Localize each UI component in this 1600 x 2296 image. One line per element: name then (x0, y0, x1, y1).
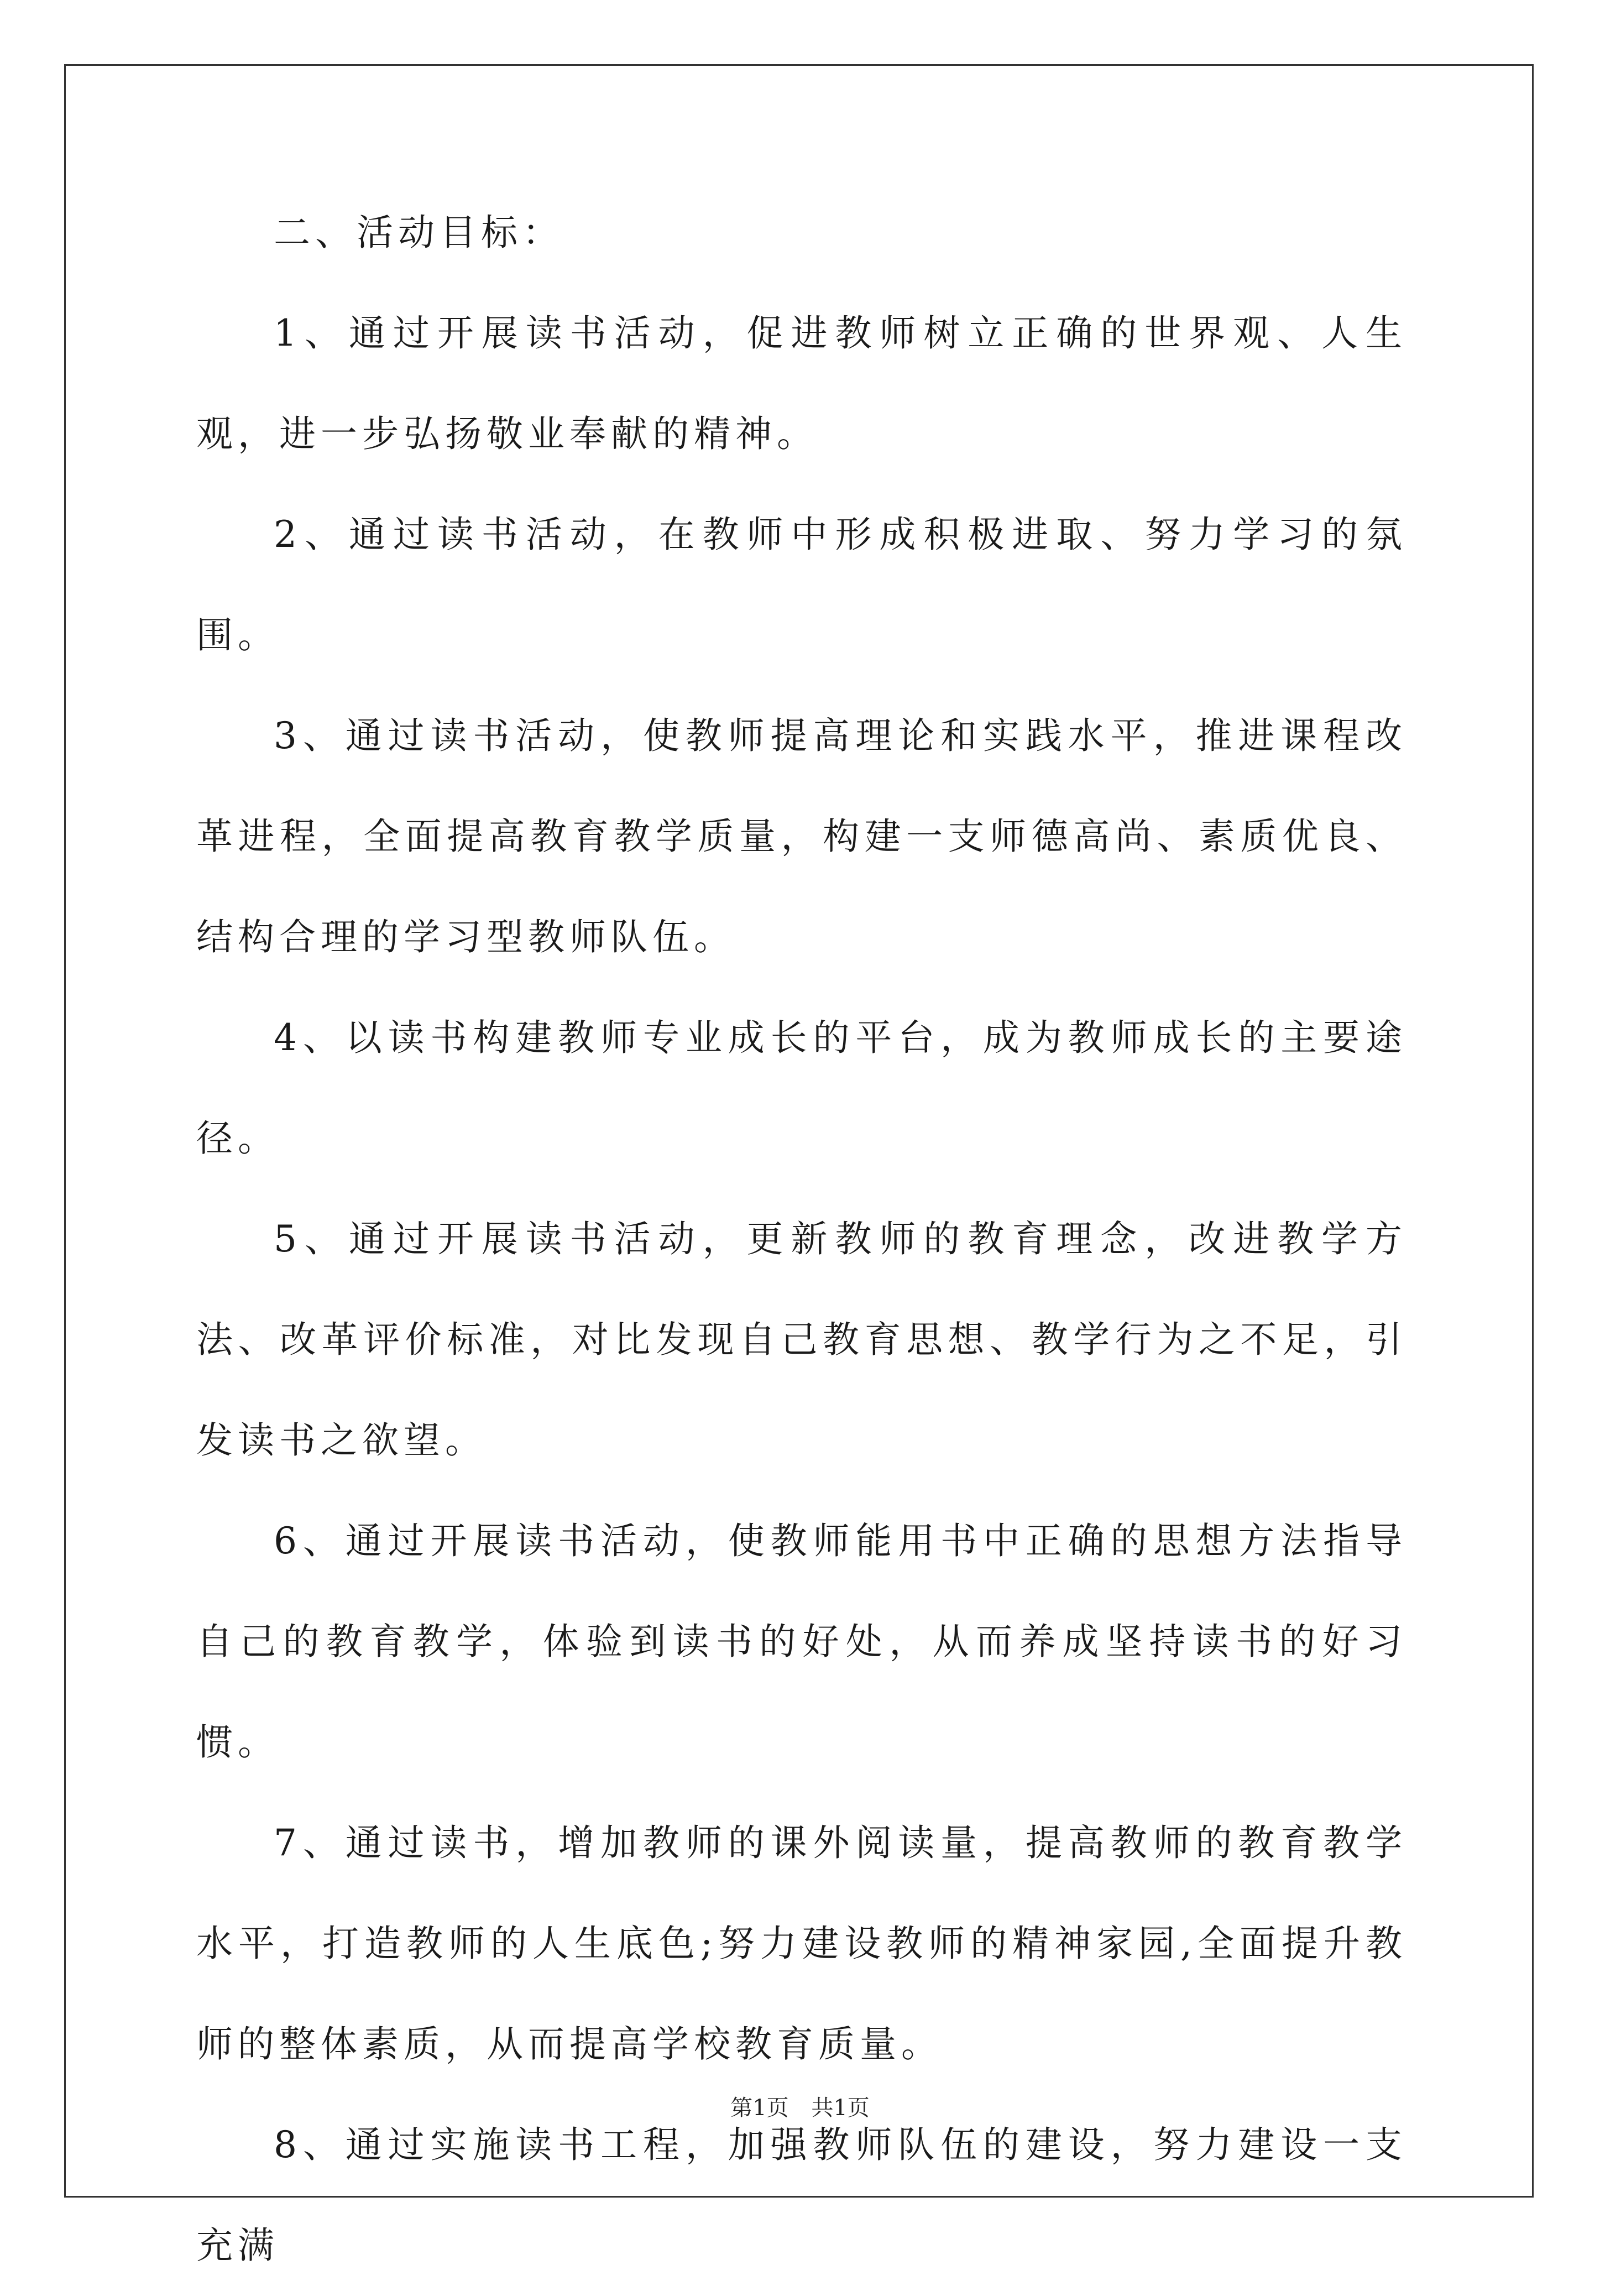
paragraph-5: 5、通过开展读书活动，更新教师的教育理念，改进教学方法、改革评价标准，对比发现自己教育思想、教学行为之不足，引发读书之欲望。 (196, 1218, 1407, 1462)
section-heading: 二、活动目标： (274, 211, 564, 254)
paragraph-7: 7、通过读书，增加教师的课外阅读量，提高教师的教育教学水平，打造教师的人生底色;努力建设教师的精神家园,全面提升教师的整体素质，从而提高学校教育质量。 (196, 1822, 1407, 2065)
page-number: 第1页 (730, 2095, 789, 2121)
paragraph-2: 2、通过读书活动，在教师中形成积极进取、努力学习的氛围。 (196, 513, 1407, 656)
page-total: 共1页 (811, 2095, 870, 2121)
paragraph-6: 6、通过开展读书活动，使教师能用书中正确的思想方法指导自己的教育教学，体验到读书的好处，从而养成坚持读书的好习惯。 (196, 1520, 1407, 1763)
paragraph-8: 8、通过实施读书工程，加强教师队伍的建设，努力建设一支充满 (196, 2123, 1407, 2267)
paragraph-1: 1、通过开展读书活动，促进教师树立正确的世界观、人生观，进一步弘扬敬业奉献的精神。 (196, 312, 1407, 455)
paragraph-3: 3、通过读书活动，使教师提高理论和实践水平，推进课程改革进程，全面提高教育教学质量，构建一支师德高尚、素质优良、结构合理的学习型教师队伍。 (196, 714, 1407, 958)
document-body (196, 182, 1407, 2296)
page-footer (0, 2090, 1600, 2122)
paragraph-4: 4、以读书构建教师专业成长的平台，成为教师成长的主要途径。 (196, 1016, 1407, 1160)
